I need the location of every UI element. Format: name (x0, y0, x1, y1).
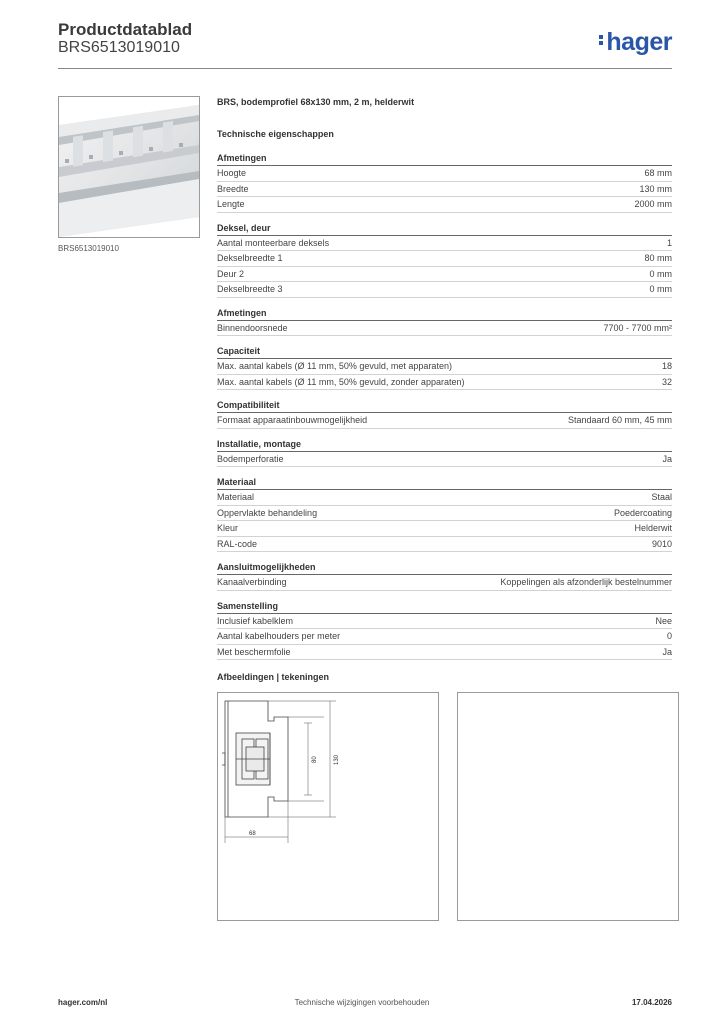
spec-row (217, 197, 672, 213)
spec-value: Ja (662, 646, 672, 657)
spec-value: Standaard 60 mm, 45 mm (567, 415, 672, 425)
spec-section (217, 438, 672, 468)
logo-dots-icon (599, 33, 604, 47)
technical-drawing (217, 692, 439, 921)
dim-width-label: 68 (249, 831, 256, 837)
spec-label: Inclusief kabelklem (217, 615, 294, 626)
cable-duct-illustration (59, 97, 199, 237)
spec-label: Materiaal (217, 492, 255, 502)
spec-value: Staal (651, 492, 672, 502)
spec-label: Aantal monteerbare deksels (217, 237, 330, 248)
spec-label: Oppervlakte behandeling (217, 507, 318, 518)
spec-label: RAL-code (217, 538, 258, 549)
product-image (58, 96, 200, 238)
spec-row (217, 537, 672, 553)
spec-value: Koppelingen als afzonderlijk bestelnummer (500, 577, 672, 587)
dim-inner-height-label: 80 (312, 756, 318, 763)
spec-label: Kleur (217, 523, 239, 533)
spec-row (217, 506, 672, 522)
spec-row (217, 267, 672, 283)
spec-value: 80 mm (644, 253, 672, 263)
spec-label: Dekselbreedte 1 (217, 253, 283, 263)
product-title: BRS, bodemprofiel 68x130 mm, 2 m, helderwit (217, 97, 415, 107)
section-title: Deksel, deur (217, 222, 672, 236)
spec-value: 0 mm (649, 284, 672, 294)
spec-label: Bodemperforatie (217, 453, 284, 464)
spec-row (217, 575, 672, 591)
spec-value: 7700 - 7700 mm² (603, 322, 672, 333)
spec-label: Max. aantal kabels (Ø 11 mm, 50% gevuld, zonder apparaten) (217, 376, 465, 387)
spec-row (217, 521, 672, 537)
spec-section (217, 345, 672, 390)
spec-label: Lengte (217, 199, 245, 209)
section-title: Afmetingen (217, 307, 672, 321)
spec-row (217, 452, 672, 468)
section-title: Afmetingen (217, 152, 672, 166)
spec-sections (217, 152, 672, 660)
spec-section (217, 476, 672, 552)
empty-image-box (457, 692, 679, 921)
spec-value: 130 mm (639, 183, 672, 194)
spec-section (217, 561, 672, 591)
spec-value: 0 mm (649, 268, 672, 279)
spec-row (217, 375, 672, 391)
section-title: Installatie, montage (217, 438, 672, 452)
spec-value: Poedercoating (613, 507, 672, 518)
spec-section (217, 399, 672, 429)
spec-row (217, 236, 672, 252)
duct-cross-section-drawing (218, 693, 438, 920)
spec-label: Hoogte (217, 168, 247, 178)
spec-value: 2000 mm (634, 199, 672, 209)
spec-value: Nee (655, 615, 672, 626)
page-title: Productdatablad (58, 20, 193, 39)
spec-row (217, 359, 672, 375)
spec-section (217, 152, 672, 213)
spec-label: Deur 2 (217, 268, 245, 279)
spec-row (217, 614, 672, 630)
header-divider (58, 68, 672, 69)
section-title: Compatibiliteit (217, 399, 672, 413)
product-code: BRS6513019010 (58, 39, 180, 56)
section-title: Samenstelling (217, 600, 672, 614)
footer-date: 17.04.2026 (631, 998, 672, 1007)
spec-row (217, 282, 672, 298)
footer-website[interactable]: hager.com/nl (58, 998, 108, 1007)
section-title: Aansluitmogelijkheden (217, 561, 672, 575)
spec-value: 68 mm (644, 168, 672, 178)
spec-row (217, 321, 672, 337)
spec-label: Max. aantal kabels (Ø 11 mm, 50% gevuld, met apparaten) (217, 361, 452, 371)
spec-row (217, 413, 672, 429)
spec-content (217, 97, 672, 660)
spec-value: 0 (666, 631, 672, 641)
footer-disclaimer: Technische wijzigingen voorbehouden (294, 998, 430, 1007)
spec-label: Binnendoorsnede (217, 322, 288, 333)
spec-value: 1 (666, 237, 672, 248)
spec-label: Aantal kabelhouders per meter (217, 631, 341, 641)
section-title: Materiaal (217, 476, 672, 490)
logo-text: hager (606, 28, 672, 56)
spec-value: Ja (662, 453, 672, 464)
spec-value: 18 (661, 361, 672, 371)
section-title: Capaciteit (217, 345, 672, 359)
dim-outer-height-label: 130 (334, 754, 340, 765)
images-heading: Afbeeldingen | tekeningen (217, 672, 330, 682)
spec-row (217, 166, 672, 182)
spec-label: Kanaalverbinding (217, 577, 287, 587)
spec-row (217, 182, 672, 198)
spec-row (217, 251, 672, 267)
spec-label: Breedte (217, 183, 249, 194)
spec-row (217, 629, 672, 645)
image-caption: BRS6513019010 (58, 244, 119, 253)
tech-properties-heading: Technische eigenschappen (217, 129, 334, 139)
hager-logo (599, 28, 672, 57)
spec-section (217, 222, 672, 298)
spec-value: 32 (661, 376, 672, 387)
spec-row (217, 490, 672, 506)
spec-value: 9010 (651, 538, 672, 549)
spec-value: Helderwit (634, 523, 672, 533)
spec-row (217, 645, 672, 661)
spec-section (217, 307, 672, 337)
spec-label: Dekselbreedte 3 (217, 284, 283, 294)
spec-label: Formaat apparaatinbouwmogelijkheid (217, 415, 368, 425)
spec-section (217, 600, 672, 661)
spec-label: Met beschermfolie (217, 646, 291, 657)
